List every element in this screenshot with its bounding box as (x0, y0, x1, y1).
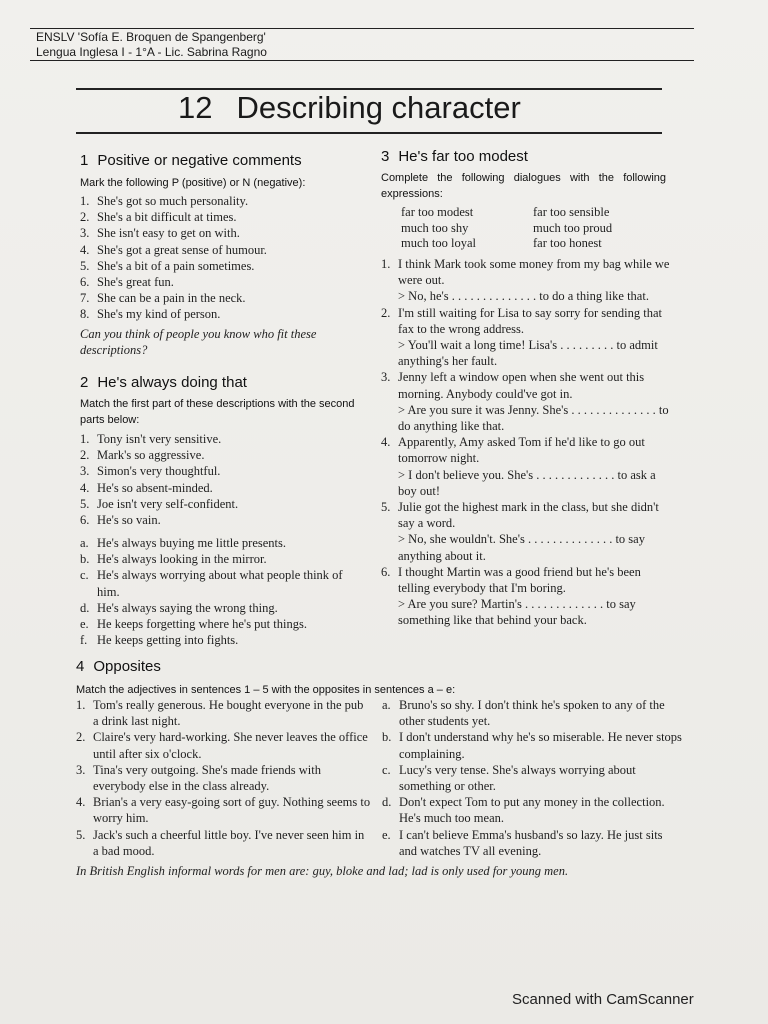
list-item: 4. He's so absent-minded. (80, 480, 213, 495)
expression: far too sensible (533, 205, 610, 219)
section-4-instruction: Match the adjectives in sentences 1 – 5 with the opposites in sentences a – e: (76, 684, 456, 696)
unit-title (178, 90, 521, 126)
section-3-expressions (401, 205, 653, 252)
list-item: 2. She's a bit difficult at times. (80, 210, 237, 225)
section-2-instruction: Match the first part of these descriptions with the second parts below: (80, 398, 355, 426)
section-1-heading: 1 Positive or negative comments (80, 152, 302, 169)
section-1-question: Can you think of people you know who fit these descriptions? (80, 327, 317, 357)
list-item: 1. I think Mark took some money from my bag while we were out. > No, he's . . . . . . . . . . . . . . to do a thing like that. (381, 257, 670, 304)
list-item: 6. She's great fun. (80, 275, 174, 290)
list-item: e. He keeps forgetting where he's put things. (80, 617, 307, 632)
expression: much too loyal (401, 236, 476, 250)
unit-title-text: Describing character (236, 90, 521, 125)
list-item: 1. She's got so much personality. (80, 194, 249, 208)
list-item: 4. Brian's a very easy-going sort of guy. Nothing seems to worry him. (76, 795, 371, 826)
list-item: 3. Tina's very outgoing. She's made friends with everybody else in the class already. (76, 762, 321, 794)
section-3-dialogues (381, 256, 671, 629)
section-2-heading: 2 He's always doing that (80, 374, 247, 391)
list-item: c. He's always worrying about what people think of him. (80, 568, 343, 599)
list-item: d. Don't expect Tom to put any money in the collection. He's much too mean. (382, 795, 665, 826)
list-item: 5. Jack's such a cheerful little boy. I've never seen him in a bad mood. (76, 827, 365, 858)
list-item: c. Lucy's very tense. She's always worrying about something or other. (382, 762, 636, 794)
list-item: 3. Simon's very thoughtful. (80, 464, 221, 479)
list-item: a. He's always buying me little presents. (80, 536, 287, 550)
list-item: 2. Mark's so aggressive. (80, 448, 205, 463)
list-item: b. He's always looking in the mirror. (80, 552, 267, 567)
section-4-heading: 4 Opposites (76, 658, 161, 675)
list-item: 2. I'm still waiting for Lisa to say sorry for sending that fax to the wrong address. > You'll wait a long time! Lisa's . . . . . . . . . to admit anything's her fault. (381, 305, 663, 369)
list-item: 1. Tony isn't very sensitive. (80, 432, 222, 446)
title-bottom-rule (76, 132, 662, 134)
course-info: Lengua Inglesa I - 1°A - Lic. Sabrina Ragno (36, 45, 267, 59)
expression: much too proud (533, 220, 613, 235)
section-2-parts (80, 535, 355, 648)
list-item: f. He keeps getting into fights. (80, 633, 239, 648)
header-bottom-rule (30, 60, 694, 61)
unit-number: 12 (178, 90, 213, 125)
school-name: ENSLV 'Sofía E. Broquen de Spangenberg' (36, 30, 266, 44)
list-item: 5. Julie got the highest mark in the class, but she didn't say a word. > No, she wouldn't. She's . . . . . . . . . . . . . . to say anything about it. (381, 500, 659, 563)
list-item: 5. She's a bit of a pain sometimes. (80, 258, 255, 273)
list-item: d. He's always saying the wrong thing. (80, 600, 278, 615)
list-item: 4. She's got a great sense of humour. (80, 242, 267, 257)
list-item: 4. Apparently, Amy asked Tom if he'd like to go out tomorrow night. > I don't believe you. She's . . . . . . . . . . . . . to ask a boy out! (381, 435, 656, 498)
section-2-list (80, 431, 370, 528)
list-item: 6. He's so vain. (80, 513, 161, 528)
camscanner-watermark: Scanned with CamScanner (512, 991, 694, 1008)
section-1-list (80, 193, 370, 323)
section-4-right (382, 697, 682, 859)
list-item: 2. Claire's very hard-working. She never leaves the office until after six o'clock. (76, 730, 368, 761)
list-item: 6. I thought Martin was a good friend but he's been telling everybody that I'm boring. > Are you sure? Martin's . . . . . . . . . . . . . to say something like that behind your back. (381, 564, 641, 628)
header-top-rule (30, 28, 694, 29)
list-item: 1. Tom's really generous. He bought everyone in the pub a drink last night. (76, 698, 364, 729)
list-item: 3. She isn't easy to get on with. (80, 226, 240, 241)
footnote: In British English informal words for men are: guy, bloke and lad; lad is only used for young men. (76, 864, 569, 878)
list-item: a. Bruno's so shy. I don't think he's spoken to any of the other students yet. (382, 698, 665, 729)
expression: far too modest (401, 205, 474, 219)
section-4-left (76, 697, 372, 859)
list-item: 7. She can be a pain in the neck. (80, 291, 246, 306)
list-item: b. I don't understand why he's so miserable. He never stops complaining. (382, 730, 682, 761)
expression: far too honest (533, 236, 602, 250)
section-3-heading: 3 He's far too modest (381, 148, 528, 165)
section-1-instruction: Mark the following P (positive) or N (negative): (80, 177, 306, 189)
expression: much too shy (401, 220, 469, 235)
list-item: 5. Joe isn't very self-confident. (80, 496, 239, 511)
list-item: 8. She's my kind of person. (80, 307, 221, 322)
list-item: 3. Jenny left a window open when she went out this morning. Anybody could've got in. > Are you sure it was Jenny. She's . . . . . . . . . . . . . . to do anything like that. (381, 370, 669, 434)
section-3-instruction: Complete the following dialogues with the following expressions: (381, 172, 666, 200)
list-item: e. I can't believe Emma's husband's so lazy. He just sits and watches TV all evening. (382, 827, 663, 858)
